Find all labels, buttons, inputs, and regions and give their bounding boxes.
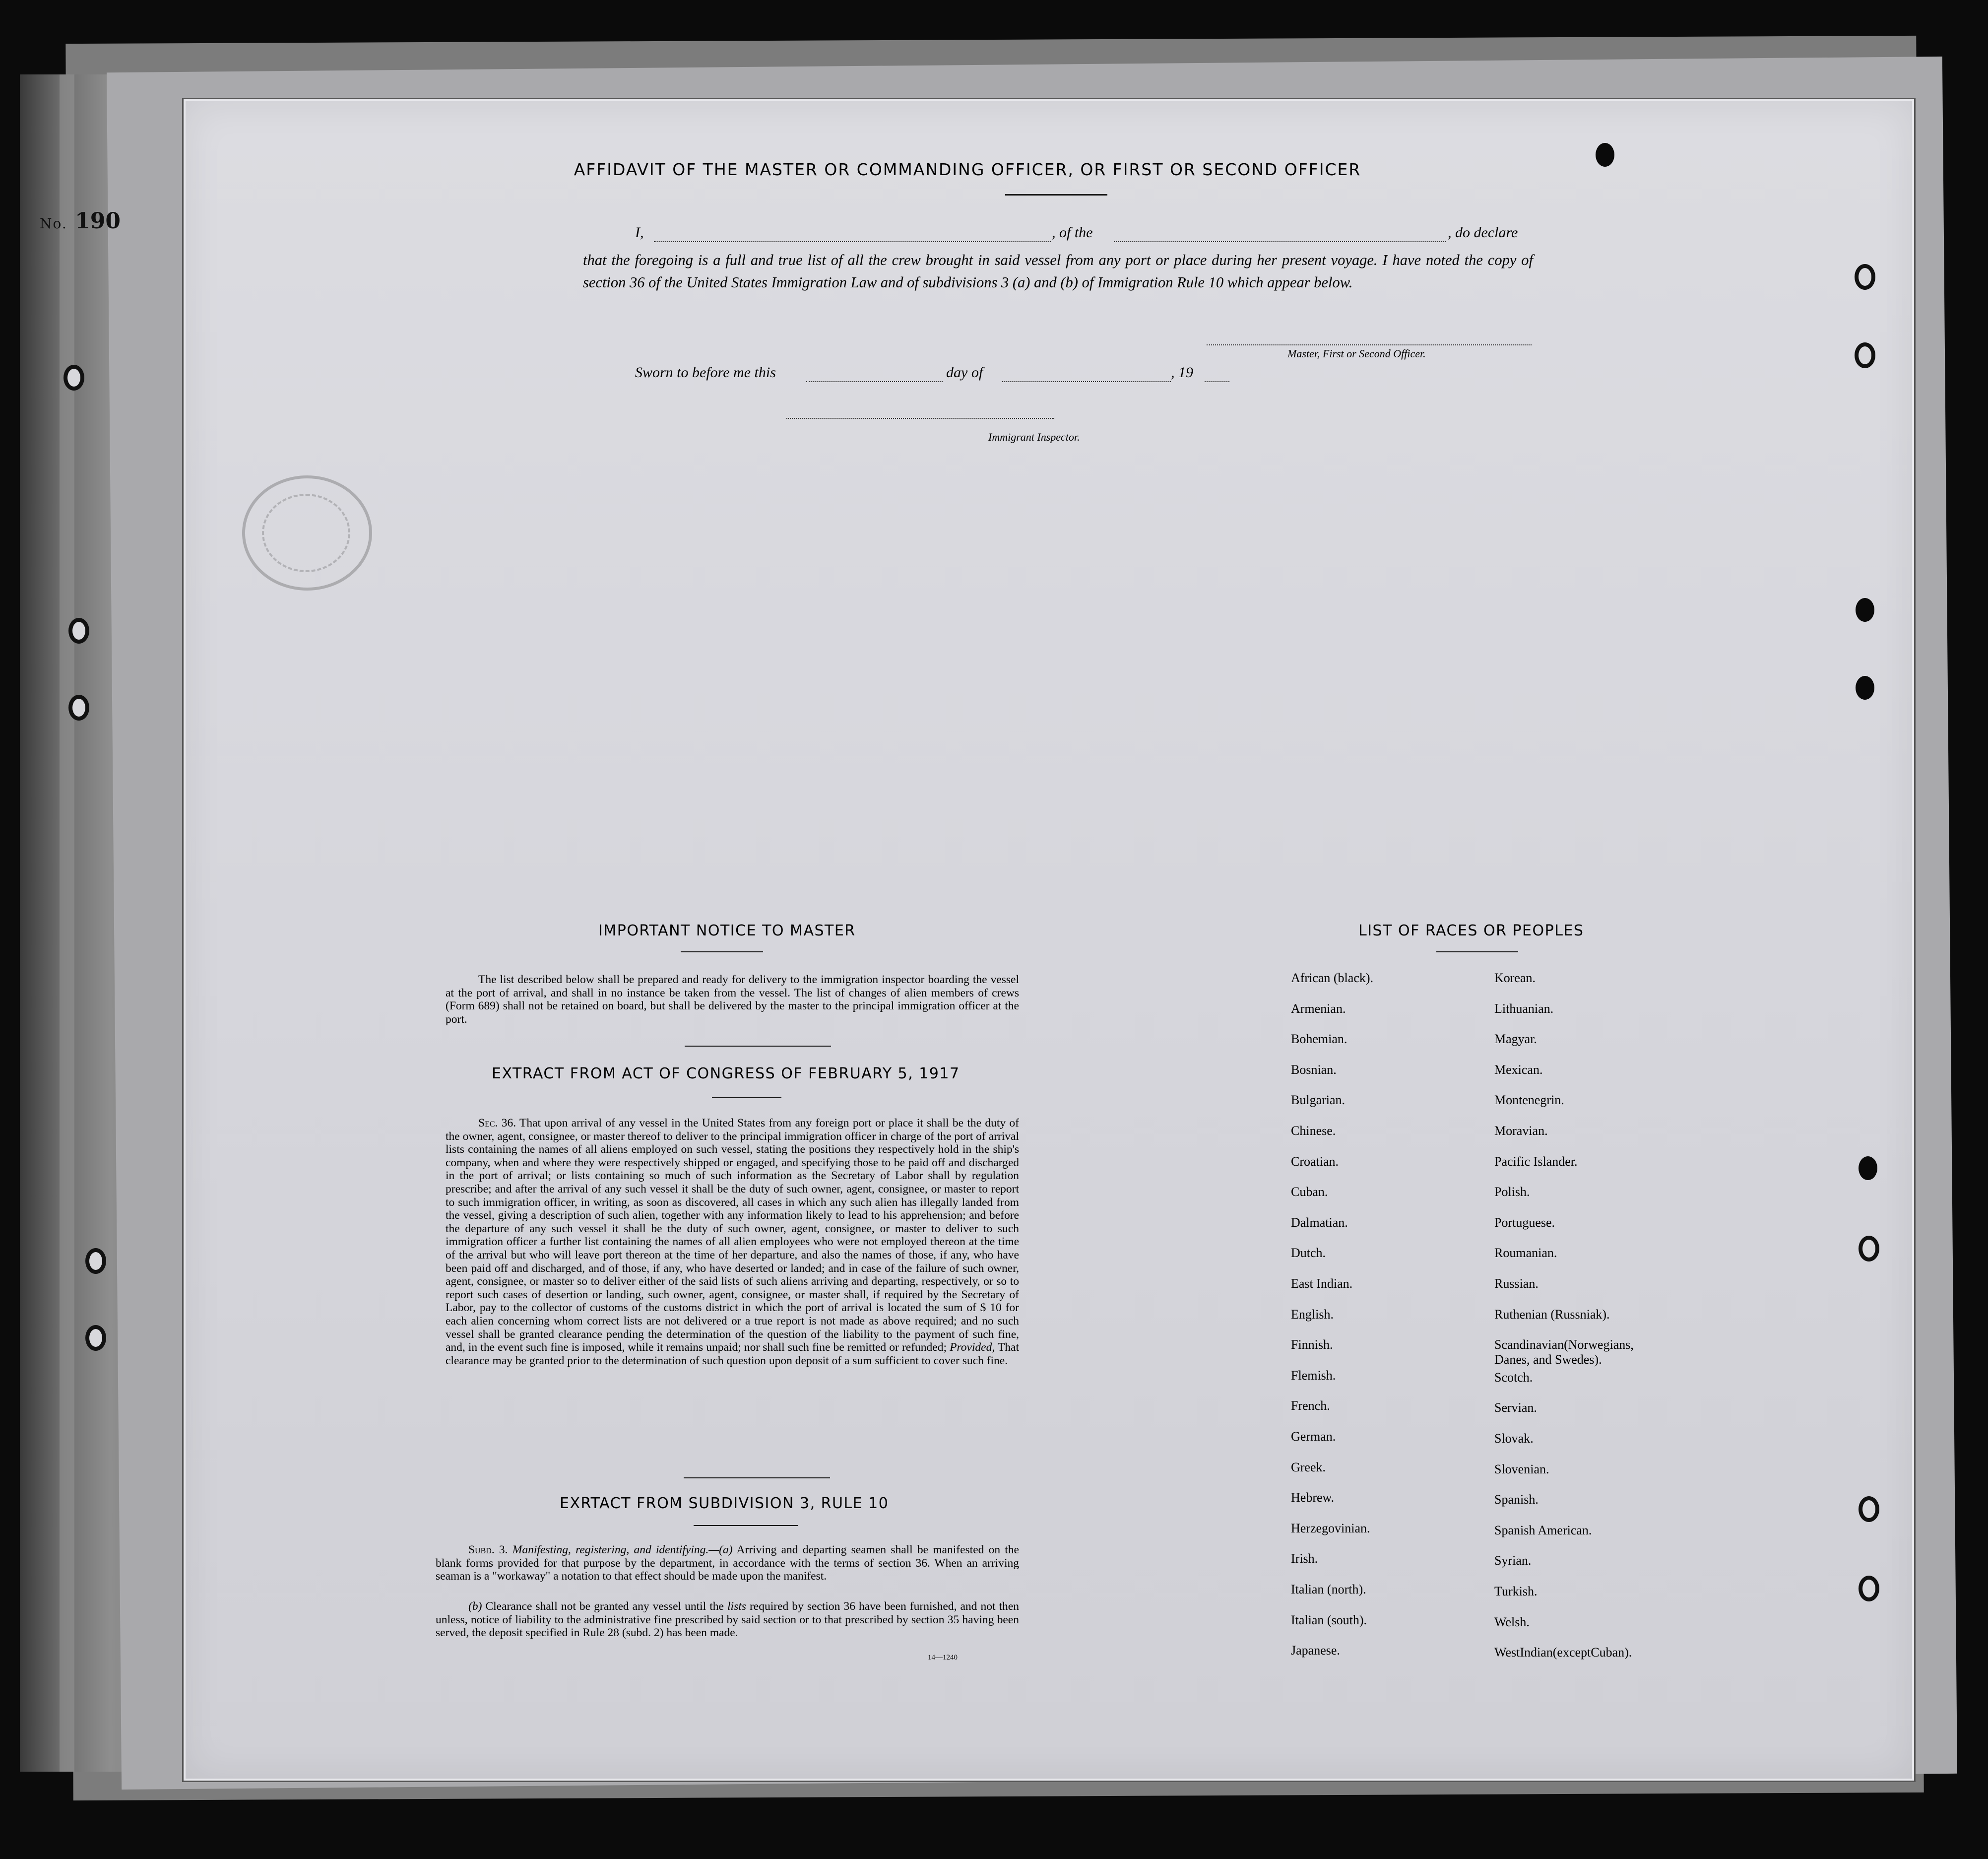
race-item: Korean. — [1494, 971, 1536, 985]
divider — [685, 1046, 831, 1047]
inspector-signature-blank — [786, 418, 1054, 419]
race-item: Bulgarian. — [1291, 1093, 1346, 1107]
divider — [681, 951, 763, 952]
punch-hole-icon — [1856, 598, 1874, 622]
section-label: Sec. 36. — [478, 1117, 516, 1129]
race-item: Moravian. — [1494, 1124, 1548, 1138]
subdivision-b-body-2: required by section 36 have been furnished, and not then unless, notice of liability to the administrative fine prescribed by said section or to that prescribed by section 35 having been served, the deposit specified in Rule 28 (subd. 2) has been made. — [436, 1600, 1019, 1640]
act-extract-text — [446, 1117, 1019, 1367]
race-item: Chinese. — [1291, 1124, 1336, 1138]
binder-hole-icon — [68, 618, 89, 644]
race-item: Pacific Islander. — [1494, 1154, 1578, 1169]
race-item: French. — [1291, 1398, 1330, 1413]
rule-extract-heading: EXRTACT FROM SUBDIVISION 3, RULE 10 — [560, 1495, 889, 1512]
divider — [684, 1477, 830, 1478]
punch-hole-icon — [1859, 1156, 1877, 1180]
race-item: Polish. — [1494, 1185, 1530, 1199]
master-signature-blank — [1207, 344, 1532, 345]
race-item: Japanese. — [1291, 1643, 1340, 1658]
divider — [1436, 951, 1518, 952]
vessel-prefix: , of the — [1052, 224, 1093, 241]
declarant-prefix: I, — [635, 224, 644, 241]
race-item: English. — [1291, 1307, 1334, 1322]
race-item: Slovak. — [1494, 1431, 1534, 1446]
punch-hole-icon — [1859, 1576, 1879, 1601]
race-item: Roumanian. — [1494, 1246, 1557, 1260]
race-item: Spanish American. — [1494, 1523, 1592, 1537]
race-item: Herzegovinian. — [1291, 1521, 1370, 1535]
day-of-label: day of — [946, 364, 983, 381]
year-prefix: , 19 — [1171, 364, 1193, 381]
faded-stamp-inner-icon — [262, 494, 350, 572]
race-item: Spanish. — [1494, 1492, 1539, 1507]
race-item: Dalmatian. — [1291, 1215, 1348, 1230]
punch-hole-icon — [1856, 676, 1874, 700]
race-item: Montenegrin. — [1494, 1093, 1564, 1107]
race-item: Greek. — [1291, 1460, 1326, 1474]
inspector-signature-label: Immigrant Inspector. — [988, 431, 1080, 443]
punch-hole-icon — [1859, 1496, 1879, 1522]
race-item: Scandinavian(Norwegians, Danes, and Swedes). — [1494, 1337, 1634, 1367]
race-item: African (black). — [1291, 971, 1374, 985]
affidavit-body: that the foregoing is a full and true list of all the crew brought in said vessel from any port or place during her present voyage. I have noted the copy of section 36 of the United States Immigration Law and of subdivisions 3 (a) and (b) of Immigration Rule 10 which appear below. — [583, 252, 1533, 291]
sworn-day-blank — [806, 381, 943, 382]
binder-strip — [60, 74, 74, 1772]
act-extract-heading: EXTRACT FROM ACT OF CONGRESS OF FEBRUARY 5, 1917 — [492, 1065, 960, 1082]
race-item: Ruthenian (Russniak). — [1494, 1307, 1610, 1322]
punch-hole-icon — [1596, 143, 1614, 167]
divider — [1005, 194, 1107, 196]
notice-text: The list described below shall be prepared and ready for delivery to the immigration inspector boarding the vessel at the port of arrival, and shall in no instance be taken from the vessel. The list of changes of alien members of crews (Form 689) shall not be retained on board, but shall be delivered by the master to the principal immigration officer at the port. — [446, 973, 1019, 1026]
race-item: Armenian. — [1291, 1001, 1346, 1016]
race-item: Welsh. — [1494, 1615, 1530, 1629]
race-item: Syrian. — [1494, 1553, 1532, 1568]
race-item: Italian (north). — [1291, 1582, 1366, 1596]
race-item: Finnish. — [1291, 1337, 1333, 1352]
declare-suffix: , do declare — [1448, 224, 1518, 241]
race-item: Scotch. — [1494, 1370, 1533, 1385]
declarant-name-blank — [654, 241, 1051, 242]
manifest-page — [184, 99, 1914, 1781]
lists-word: lists — [727, 1600, 746, 1613]
subdivision-label: Subd. 3. — [468, 1543, 508, 1556]
binder-hole-icon — [85, 1325, 106, 1351]
race-item: Cuban. — [1291, 1185, 1328, 1199]
race-item: Servian. — [1494, 1400, 1537, 1415]
binder-hole-icon — [64, 365, 84, 391]
race-item: Hebrew. — [1291, 1490, 1335, 1505]
race-item: German. — [1291, 1429, 1336, 1444]
subdivision-b-body-1: Clearance shall not be granted any vessel until the — [485, 1600, 724, 1613]
affidavit-title: AFFIDAVIT OF THE MASTER OR COMMANDING OFFICER, OR FIRST OR SECOND OFFICER — [574, 160, 1361, 179]
races-heading: LIST OF RACES OR PEOPLES — [1358, 922, 1584, 939]
race-item: Flemish. — [1291, 1368, 1336, 1383]
ledger-number-value: 190 — [75, 208, 121, 234]
binder-hole-icon — [85, 1248, 106, 1274]
ledger-number-prefix: No. — [40, 215, 67, 232]
race-item: East Indian. — [1291, 1276, 1353, 1291]
subdivision-b-label: (b) — [468, 1600, 482, 1613]
rule-extract-text-b — [436, 1600, 1019, 1640]
ledger-number — [40, 208, 121, 234]
race-item: Lithuanian. — [1494, 1001, 1554, 1016]
punch-hole-icon — [1855, 264, 1875, 290]
sworn-label: Sworn to before me this — [635, 364, 776, 381]
vessel-name-blank — [1114, 241, 1446, 242]
race-item: Irish. — [1291, 1551, 1318, 1566]
race-item: Turkish. — [1494, 1584, 1538, 1598]
race-item: Dutch. — [1291, 1246, 1326, 1260]
race-item: Portuguese. — [1494, 1215, 1555, 1230]
race-item: Russian. — [1494, 1276, 1539, 1291]
notice-heading: IMPORTANT NOTICE TO MASTER — [598, 922, 856, 939]
divider — [712, 1097, 781, 1098]
sworn-year-blank — [1205, 381, 1229, 382]
race-item: Croatian. — [1291, 1154, 1339, 1169]
race-item: Italian (south). — [1291, 1613, 1367, 1627]
subdivision-title: Manifesting, registering, and identifying.—(a) — [512, 1543, 733, 1556]
punch-hole-icon — [1859, 1236, 1879, 1261]
race-item: Bohemian. — [1291, 1032, 1347, 1046]
provided-word: Provided, — [950, 1341, 995, 1354]
race-item: Slovenian. — [1494, 1462, 1549, 1476]
act-extract-ending: That clearance may be granted prior to the determination of such question upon deposit of a sum sufficient to cover such fine. — [446, 1341, 1020, 1367]
binder-hole-icon — [68, 695, 89, 721]
form-number: 14—1240 — [928, 1654, 958, 1661]
race-item: Mexican. — [1494, 1062, 1543, 1077]
sworn-month-blank — [1002, 381, 1171, 382]
race-item: Bosnian. — [1291, 1062, 1337, 1077]
rule-extract-text-a — [436, 1543, 1019, 1583]
punch-hole-icon — [1855, 342, 1875, 368]
race-item: Magyar. — [1494, 1032, 1537, 1046]
divider — [694, 1525, 798, 1526]
master-signature-label: Master, First or Second Officer. — [1287, 347, 1426, 360]
race-item: WestIndian(exceptCuban). — [1494, 1645, 1632, 1660]
subdivision-a-body: Arriving and departing seamen shall be manifested on the blank forms provided for that purpose by the department, in accordance with the terms of section 36. When an arriving seaman is a "workaway" a notation to that effect should be made upon the manifest. — [436, 1543, 1019, 1583]
act-extract-body: That upon arrival of any vessel in the United States from any foreign port or place it shall be the duty of the owner, agent, consignee, or master thereof to deliver to the principal immigration officer in charge of the port of arrival lists containing the names of all aliens employed on such vessel, stating the positions they respectively hold in the ship's company, when and where they were respectively shipped or engaged, and specifying those to be paid off and discharged in the port of arrival; or lists containing so much of such information as the Secretary of Labor shall by regulation prescribe; and after the arrival of any such vessel it shall be the duty of such owner, agent, consignee, or master to report to such immigration officer, in writing, as soon as discovered, all cases in which any such alien has illegally landed from the vessel, giving a description of such alien, together with any information likely to lead to his apprehension; and before the departure of any such vessel it shall be the duty of such owner, agent, consignee, or master to deliver to such immigration officer a further list containing the names of all alien employees who were not employed thereon at the time of the arrival but who will leave port thereon at the time of her departure, and also the names of those, if any, who have been paid off and discharged, and of those, if any, who have deserted or landed; and in case of the failure of such owner, agent, consignee, or master so to deliver either of the said lists of such aliens arriving and departing, respectively, or so to report such cases of desertion or landing, such owner, agent, consignee, or master shall, if required by the Secretary of Labor, pay to the collector of customs of the customs district in which the port of arrival is located the sum of $ 10 for each alien concerning whom correct lists are not delivered or a true report is not made as above required; and no such vessel shall be granted clearance pending the determination of the question of the liability to the payment of such fine, and, in the event such fine is imposed, while it remains unpaid; nor shall such fine be remitted or refunded; — [446, 1117, 1020, 1354]
